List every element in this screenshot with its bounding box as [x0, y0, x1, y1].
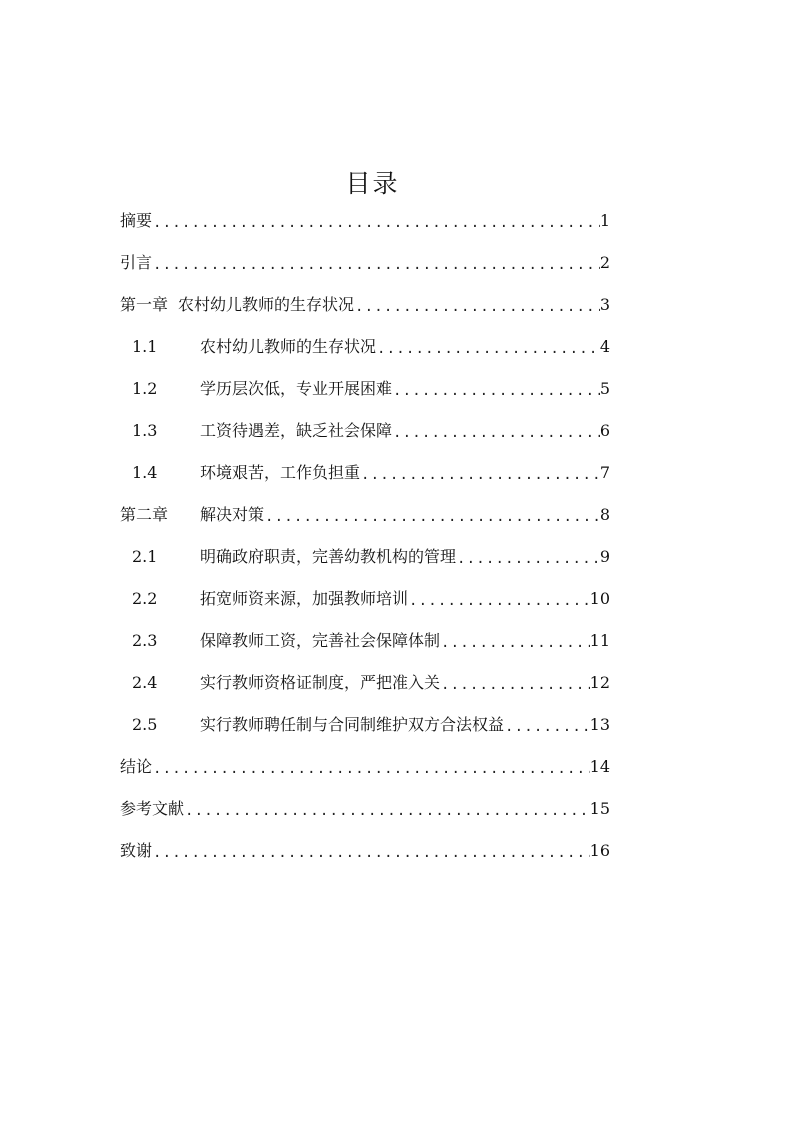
- toc-entry-label: 学历层次低，专业开展困难: [200, 379, 393, 398]
- toc-entry-page: 13: [589, 715, 610, 734]
- toc-entry-label: 明确政府职责，完善幼教机构的管理: [200, 547, 457, 566]
- toc-entry-page: 4: [599, 337, 610, 356]
- dot-leader: [456, 549, 600, 569]
- toc-entry-page: 1: [599, 211, 610, 230]
- toc-entry-number: 第一章: [120, 295, 169, 314]
- dot-leader: [152, 213, 600, 233]
- dot-leader: [392, 423, 600, 443]
- toc-entry-number: 2.4: [132, 673, 158, 692]
- toc-entry-introduction[interactable]: [120, 242, 610, 284]
- toc-entry-label: 致谢: [120, 841, 153, 860]
- toc-entry-label: 结论: [120, 757, 153, 776]
- toc-entry-2-2[interactable]: [120, 578, 610, 620]
- toc-title: 目录: [345, 169, 400, 198]
- dot-leader: [184, 801, 590, 821]
- dot-leader: [392, 381, 600, 401]
- toc-entry-page: 14: [589, 757, 610, 776]
- toc-entry-label: 工资待遇差，缺乏社会保障: [200, 421, 393, 440]
- toc-entry-acknowledgements[interactable]: [120, 830, 610, 872]
- toc-entry-page: 8: [599, 505, 610, 524]
- toc-entry-page: 2: [599, 253, 610, 272]
- toc-entry-label: 拓宽师资来源，加强教师培训: [200, 589, 409, 608]
- toc-entry-number: 1.2: [132, 379, 158, 398]
- toc-entry-number: 2.3: [132, 631, 158, 650]
- toc-entry-page: 5: [599, 379, 610, 398]
- toc-entry-number: 2.1: [132, 547, 158, 566]
- toc-entry-label: 环境艰苦，工作负担重: [200, 463, 361, 482]
- toc-entry-label: 保障教师工资，完善社会保障体制: [200, 631, 441, 650]
- dot-leader: [264, 507, 600, 527]
- dot-leader: [152, 843, 590, 863]
- toc-entry-page: 10: [589, 589, 610, 608]
- toc-entry-abstract[interactable]: [120, 200, 610, 242]
- toc-entry-1-4[interactable]: [120, 452, 610, 494]
- toc-entry-label: 摘要: [120, 211, 153, 230]
- toc-entry-references[interactable]: [120, 788, 610, 830]
- toc-entry-page: 9: [599, 547, 610, 566]
- toc-entry-conclusion[interactable]: [120, 746, 610, 788]
- dot-leader: [440, 675, 590, 695]
- dot-leader: [376, 339, 600, 359]
- toc-entry-1-1[interactable]: [120, 326, 610, 368]
- toc-entry-label: 实行教师资格证制度，严把准入关: [200, 673, 441, 692]
- toc-entry-page: 6: [599, 421, 610, 440]
- dot-leader: [408, 591, 590, 611]
- dot-leader: [504, 717, 590, 737]
- toc-entry-number: 1.3: [132, 421, 158, 440]
- toc-entry-label: 农村幼儿教师的生存状况: [178, 295, 355, 314]
- toc-entry-2-1[interactable]: [120, 536, 610, 578]
- toc-entry-label: 引言: [120, 253, 153, 272]
- toc-entry-1-3[interactable]: [120, 410, 610, 452]
- toc-entry-label: 解决对策: [200, 505, 265, 524]
- toc-entry-number: 2.2: [132, 589, 158, 608]
- toc-entry-2-3[interactable]: [120, 620, 610, 662]
- toc-entry-chapter-1[interactable]: [120, 284, 610, 326]
- toc-entry-label: 参考文献: [120, 799, 185, 818]
- toc-entry-2-5[interactable]: [120, 704, 610, 746]
- toc-entry-page: 3: [599, 295, 610, 314]
- toc-entry-number: 1.1: [132, 337, 158, 356]
- toc-entry-page: 12: [589, 673, 610, 692]
- dot-leader: [152, 255, 600, 275]
- toc-entry-label: 农村幼儿教师的生存状况: [200, 337, 377, 356]
- toc-entry-page: 7: [599, 463, 610, 482]
- dot-leader: [440, 633, 590, 653]
- toc-entry-page: 15: [589, 799, 610, 818]
- toc-entry-number: 2.5: [132, 715, 158, 734]
- toc-entry-page: 11: [589, 631, 610, 650]
- toc-entry-number: 第二章: [120, 505, 169, 524]
- table-of-contents: [120, 200, 610, 872]
- dot-leader: [354, 297, 600, 317]
- dot-leader: [360, 465, 600, 485]
- toc-entry-number: 1.4: [132, 463, 158, 482]
- toc-entry-page: 16: [589, 841, 610, 860]
- toc-entry-label: 实行教师聘任制与合同制维护双方合法权益: [200, 715, 505, 734]
- toc-entry-2-4[interactable]: [120, 662, 610, 704]
- toc-entry-1-2[interactable]: [120, 368, 610, 410]
- dot-leader: [152, 759, 590, 779]
- toc-entry-chapter-2[interactable]: [120, 494, 610, 536]
